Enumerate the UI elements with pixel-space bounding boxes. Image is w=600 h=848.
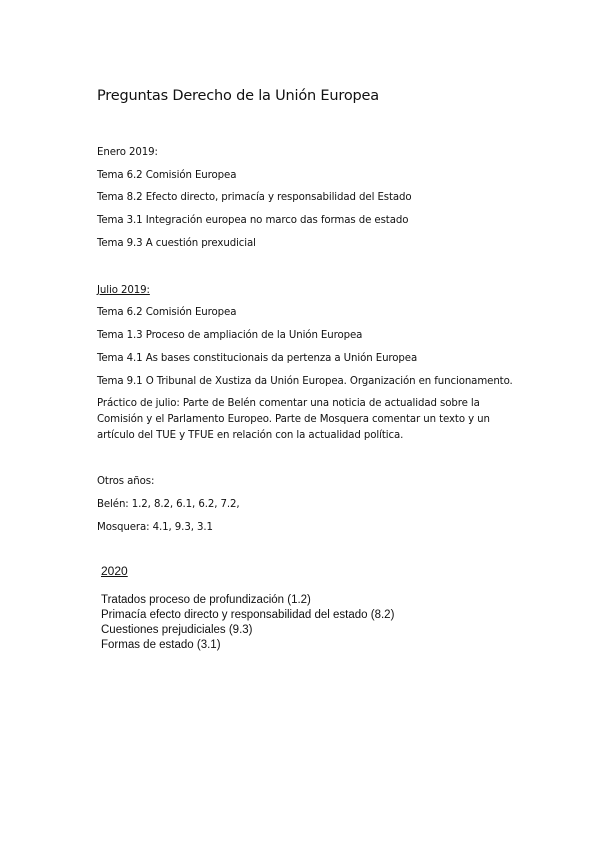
heading-enero-2019: Enero 2019: xyxy=(97,147,158,158)
list-2020-item-1: Tratados proceso de profundización (1.2) xyxy=(101,594,311,606)
julio-item-1: Tema 6.2 Comisión Europea xyxy=(97,307,237,318)
list-2020-item-2: Primacía efecto directo y responsabilidad del estado (8.2) xyxy=(101,609,395,621)
list-2020-item-3: Cuestiones prejudiciales (9.3) xyxy=(101,624,253,636)
list-2020 xyxy=(101,593,394,653)
enero-item-3: Tema 3.1 Integración europea no marco das formas de estado xyxy=(97,215,409,226)
enero-item-4: Tema 9.3 A cuestión prexudicial xyxy=(97,238,256,249)
heading-2020: 2020 xyxy=(101,564,128,578)
julio-item-3: Tema 4.1 As bases constitucionais da pertenza a Unión Europea xyxy=(97,353,418,364)
heading-julio-2019: Julio 2019: xyxy=(97,285,150,296)
otros-belen: Belén: 1.2, 8.2, 6.1, 6.2, 7.2, xyxy=(97,499,240,510)
julio-item-4: Tema 9.1 O Tribunal de Xustiza da Unión Europea. Organización en funcionamento. xyxy=(97,376,513,387)
heading-otros-anos: Otros años: xyxy=(97,476,155,487)
document-title: Preguntas Derecho de la Unión Europea xyxy=(97,88,379,104)
practico-julio-paragraph: Práctico de julio: Parte de Belén comentar una noticia de actualidad sobre la Comisión y el Parlamento Europeo. Parte de Mosquera comentar un texto y un artículo del TUE y TFUE en relación con la actualidad política. xyxy=(97,398,490,441)
julio-item-2: Tema 1.3 Proceso de ampliación de la Unión Europea xyxy=(97,330,363,341)
otros-mosquera: Mosquera: 4.1, 9.3, 3.1 xyxy=(97,522,213,533)
list-2020-item-4: Formas de estado (3.1) xyxy=(101,639,221,651)
enero-item-2: Tema 8.2 Efecto directo, primacía y responsabilidad del Estado xyxy=(97,192,412,203)
enero-item-1: Tema 6.2 Comisión Europea xyxy=(97,170,237,181)
